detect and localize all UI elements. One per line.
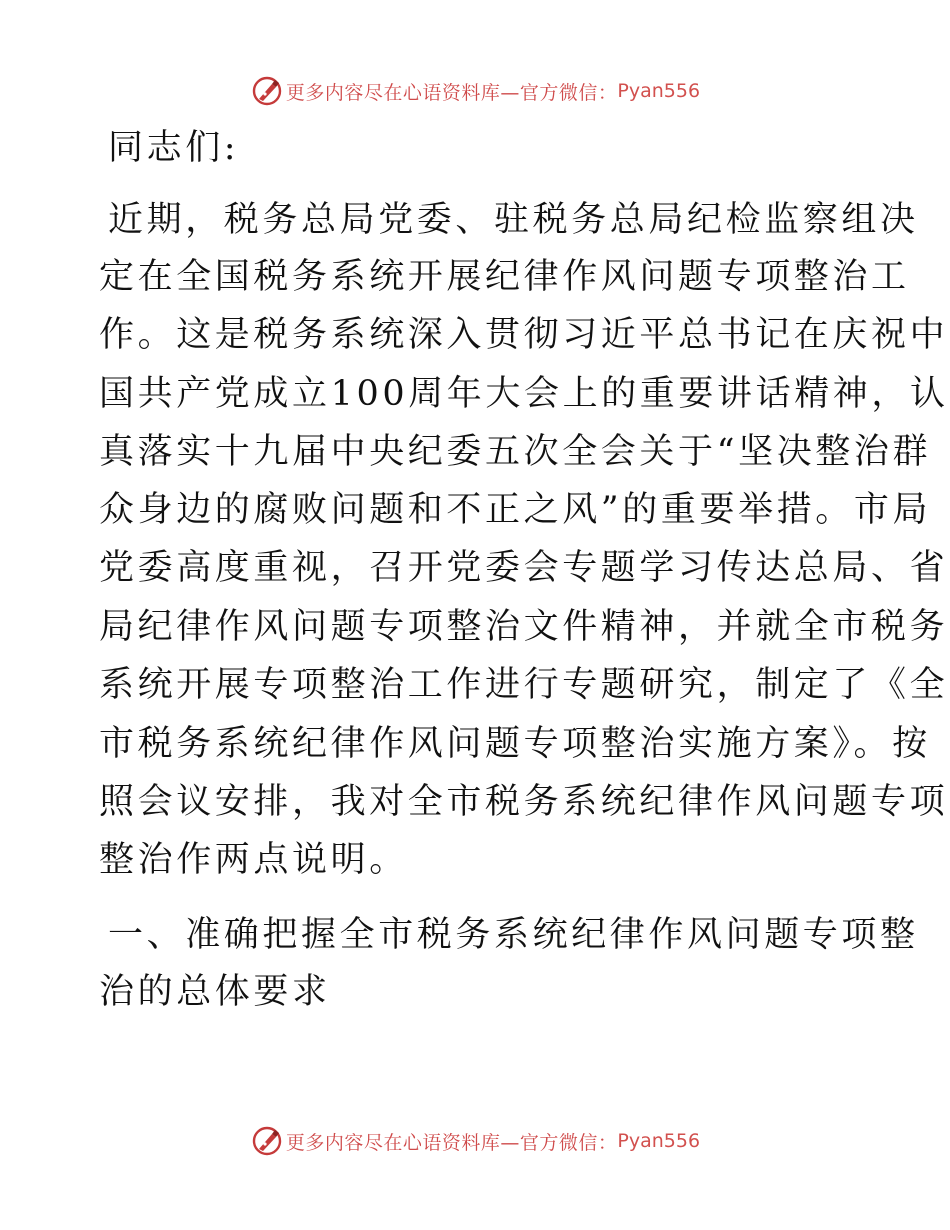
header-watermark <box>0 69 950 113</box>
paragraph-line: 作。这是税务系统深入贯彻习近平总书记在庆祝中 <box>99 315 949 355</box>
watermark-wechat-id: Pyan556 <box>617 1130 701 1152</box>
paragraph-line: 近期，税务总局党委、驻税务总局纪检监察组决 <box>108 200 919 240</box>
paragraph-line: 国共产党成立100周年大会上的重要讲话精神，认 <box>99 374 949 414</box>
paragraph-line: 众身边的腐败问题和不正之风”的重要举措。市局 <box>99 490 932 530</box>
footer-watermark <box>0 1119 950 1163</box>
paragraph-line: 定在全国税务系统开展纪律作风问题专项整治工 <box>99 257 910 297</box>
watermark-text: 更多内容尽在心语资料库—官方微信： <box>285 1131 618 1154</box>
paragraph-line: 真落实十九届中央纪委五次全会关于“坚决整治群 <box>99 432 932 472</box>
paragraph-line: 党委高度重视，召开党委会专题学习传达总局、省 <box>99 548 949 588</box>
paragraph-line: 系统开展专项整治工作进行专题研究，制定了《全 <box>99 665 949 705</box>
paragraph-line: 照会议安排，我对全市税务系统纪律作风问题专项 <box>99 782 949 822</box>
salutation: 同志们: <box>108 128 240 168</box>
pen-nib-logo-icon <box>250 1124 284 1158</box>
watermark-text: 更多内容尽在心语资料库—官方微信： <box>285 81 618 104</box>
paragraph-line: 市税务系统纪律作风问题专项整治实施方案》。按 <box>99 724 931 764</box>
watermark-wechat-id: Pyan556 <box>617 80 701 102</box>
paragraph-line: 局纪律作风问题专项整治文件精神，并就全市税务 <box>99 607 949 647</box>
paragraph-line: 整治作两点说明。 <box>99 840 408 880</box>
pen-nib-logo-icon <box>250 74 284 108</box>
section-heading: 一、准确把握全市税务系统纪律作风问题专项整 <box>108 915 919 955</box>
section-heading-continuation: 治的总体要求 <box>99 972 331 1012</box>
